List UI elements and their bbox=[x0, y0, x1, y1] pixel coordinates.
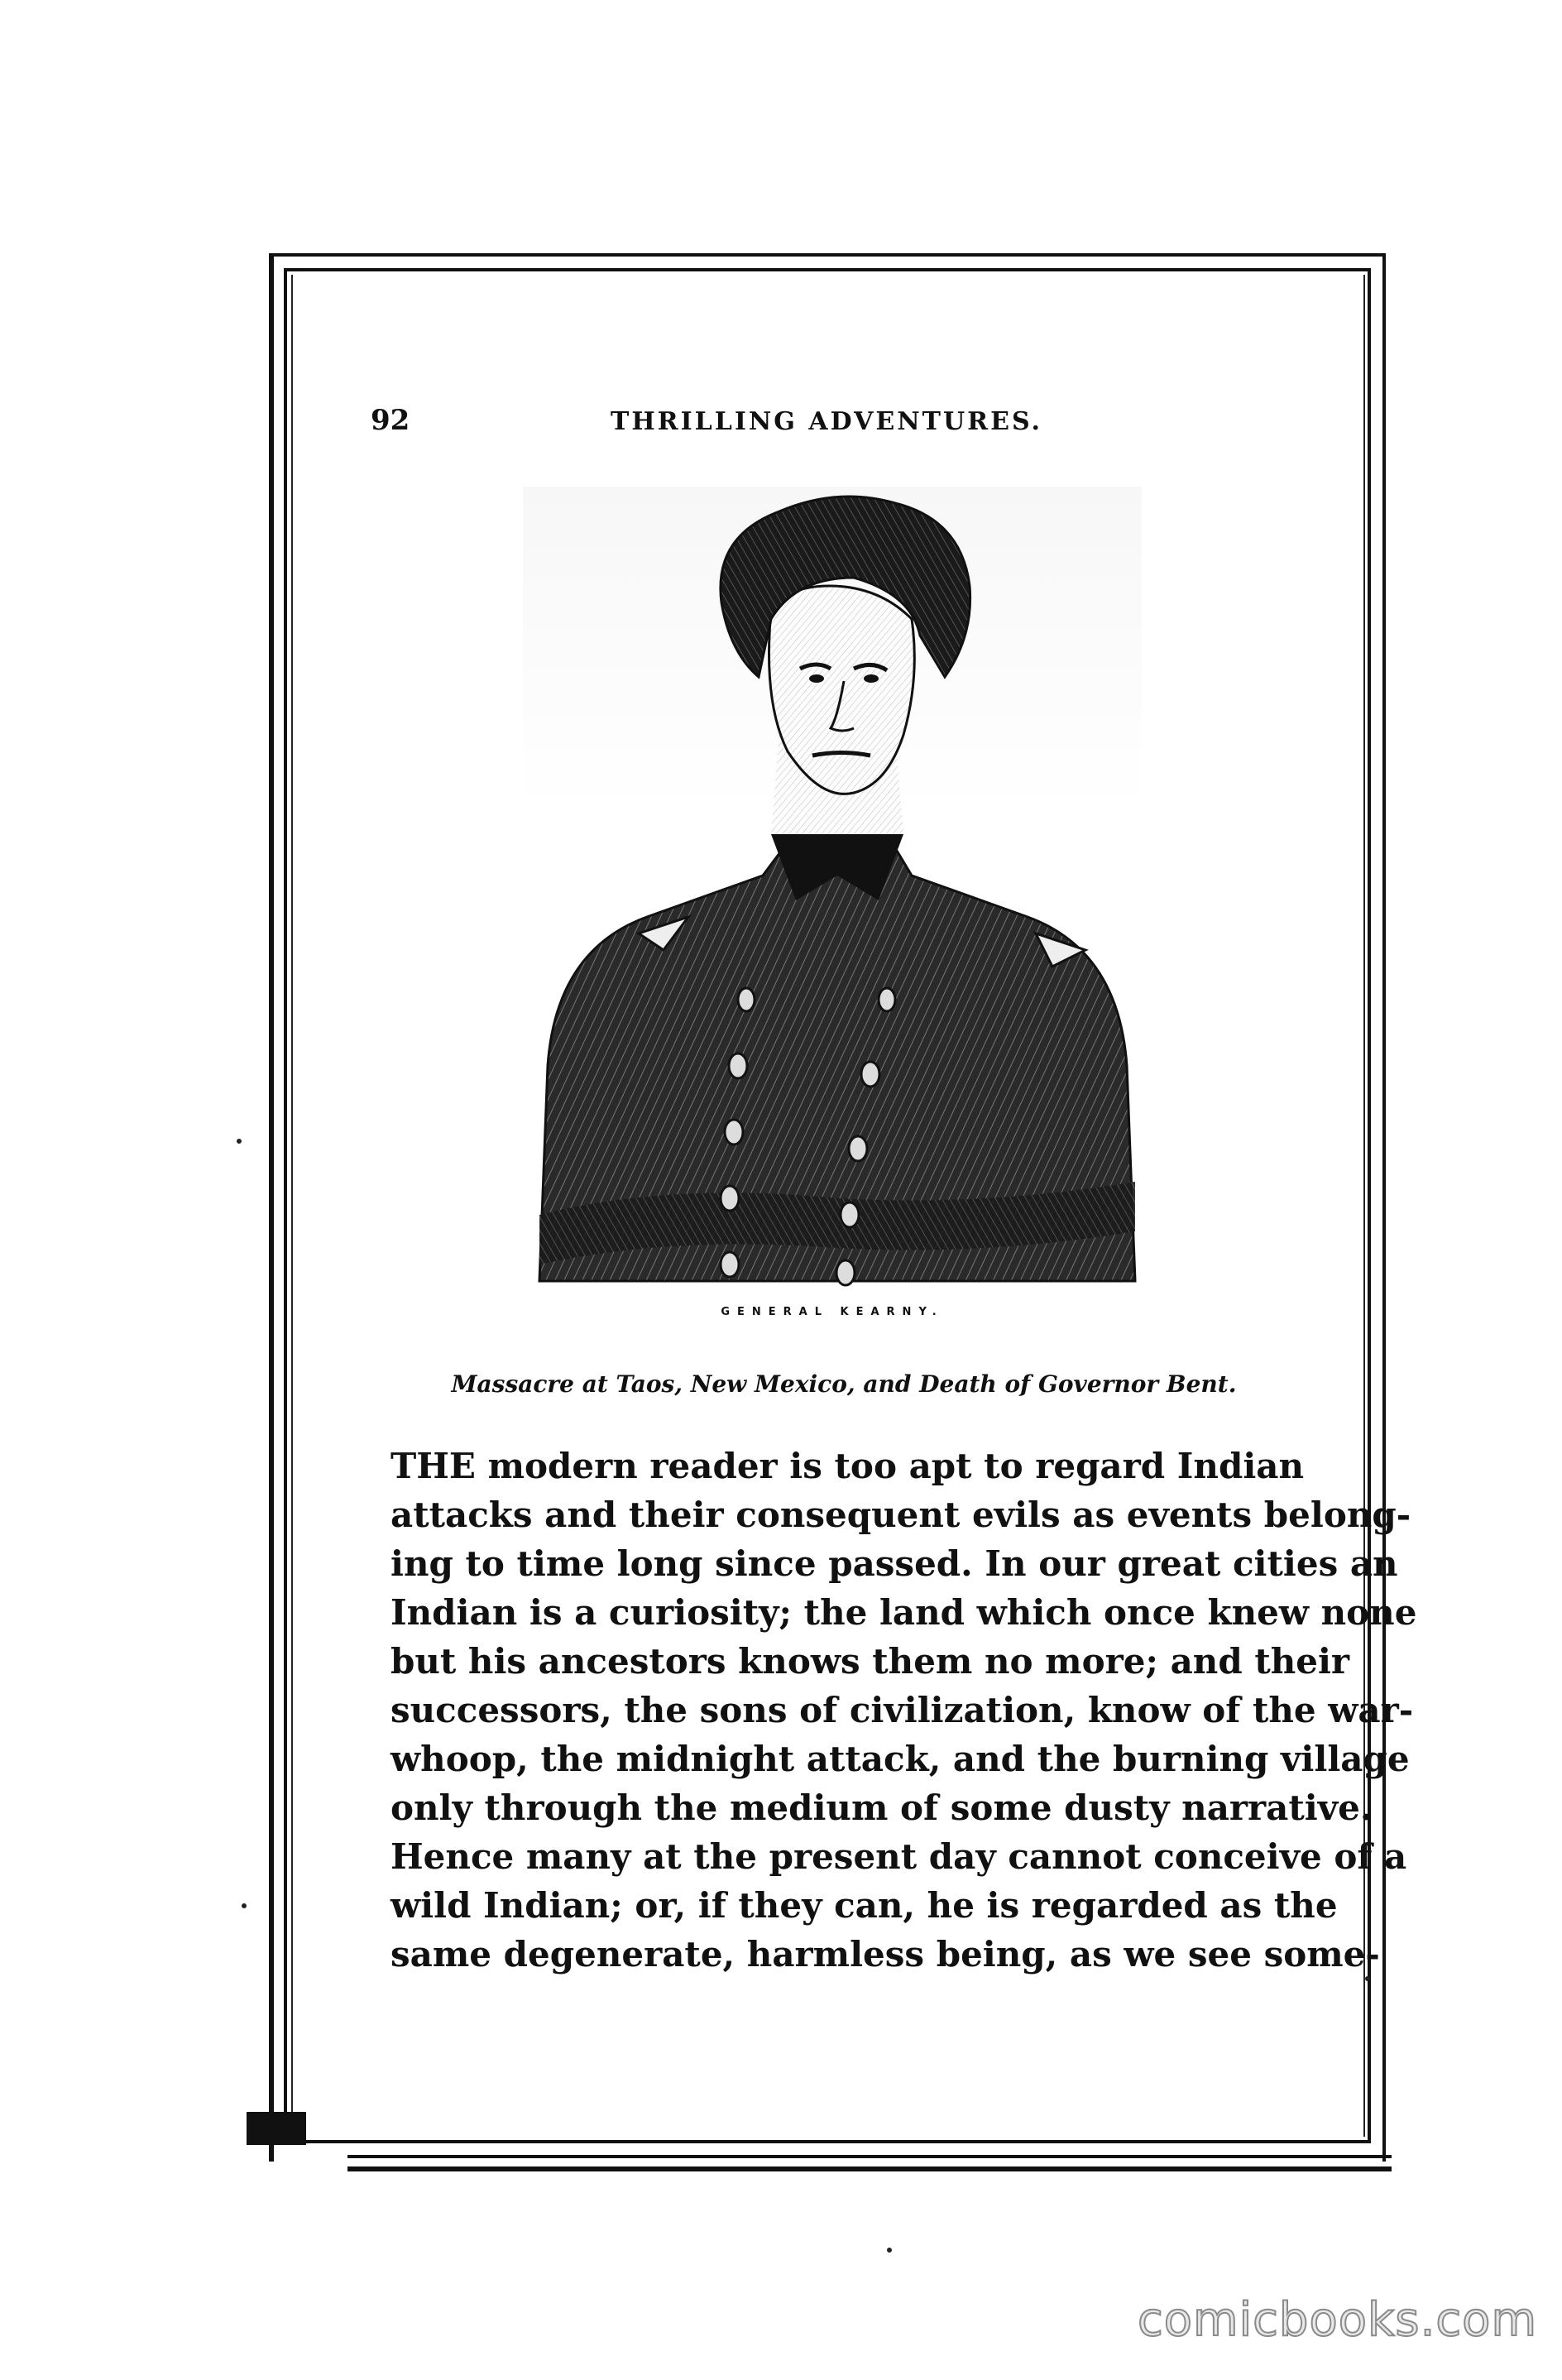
ink-speck bbox=[1365, 1976, 1370, 1981]
bottom-rule-thick bbox=[347, 2166, 1392, 2171]
body-line: Indian is a curiosity; the land which once knew none bbox=[390, 1592, 1417, 1633]
ink-speck bbox=[887, 2248, 892, 2253]
body-line: whoop, the midnight attack, and the burning village bbox=[390, 1739, 1410, 1779]
body-line: but his ancestors knows them no more; and their bbox=[390, 1641, 1350, 1682]
body-line: THE modern reader is too apt to regard Indian bbox=[390, 1446, 1305, 1486]
ink-speck bbox=[242, 1903, 247, 1908]
body-line: same degenerate, harmless being, as we see some- bbox=[390, 1934, 1380, 1975]
running-head bbox=[371, 404, 1347, 453]
body-line: attacks and their consequent evils as events belong- bbox=[390, 1495, 1411, 1535]
ink-speck bbox=[237, 1139, 242, 1144]
site-watermark: comicbooks.com bbox=[1137, 2293, 1537, 2347]
portrait-engraving bbox=[523, 487, 1142, 1298]
body-line: wild Indian; or, if they can, he is regarded as the bbox=[390, 1885, 1338, 1926]
ink-blot bbox=[247, 2112, 306, 2145]
running-title: THRILLING ADVENTURES. bbox=[611, 407, 1042, 436]
body-line: ing to time long since passed. In our great cities an bbox=[390, 1543, 1398, 1584]
body-line: successors, the sons of civilization, know of the war- bbox=[390, 1690, 1414, 1730]
bottom-rule bbox=[347, 2155, 1392, 2158]
body-paragraph bbox=[390, 1442, 1417, 1979]
body-line: Hence many at the present day cannot conceive of a bbox=[390, 1836, 1407, 1877]
body-line: only through the medium of some dusty narrative. bbox=[390, 1787, 1373, 1828]
illustration-caption: GENERAL KEARNY. bbox=[721, 1306, 944, 1318]
page-number: 92 bbox=[371, 404, 410, 437]
section-heading: Massacre at Taos, New Mexico, and Death of Governor Bent. bbox=[451, 1370, 1237, 1398]
